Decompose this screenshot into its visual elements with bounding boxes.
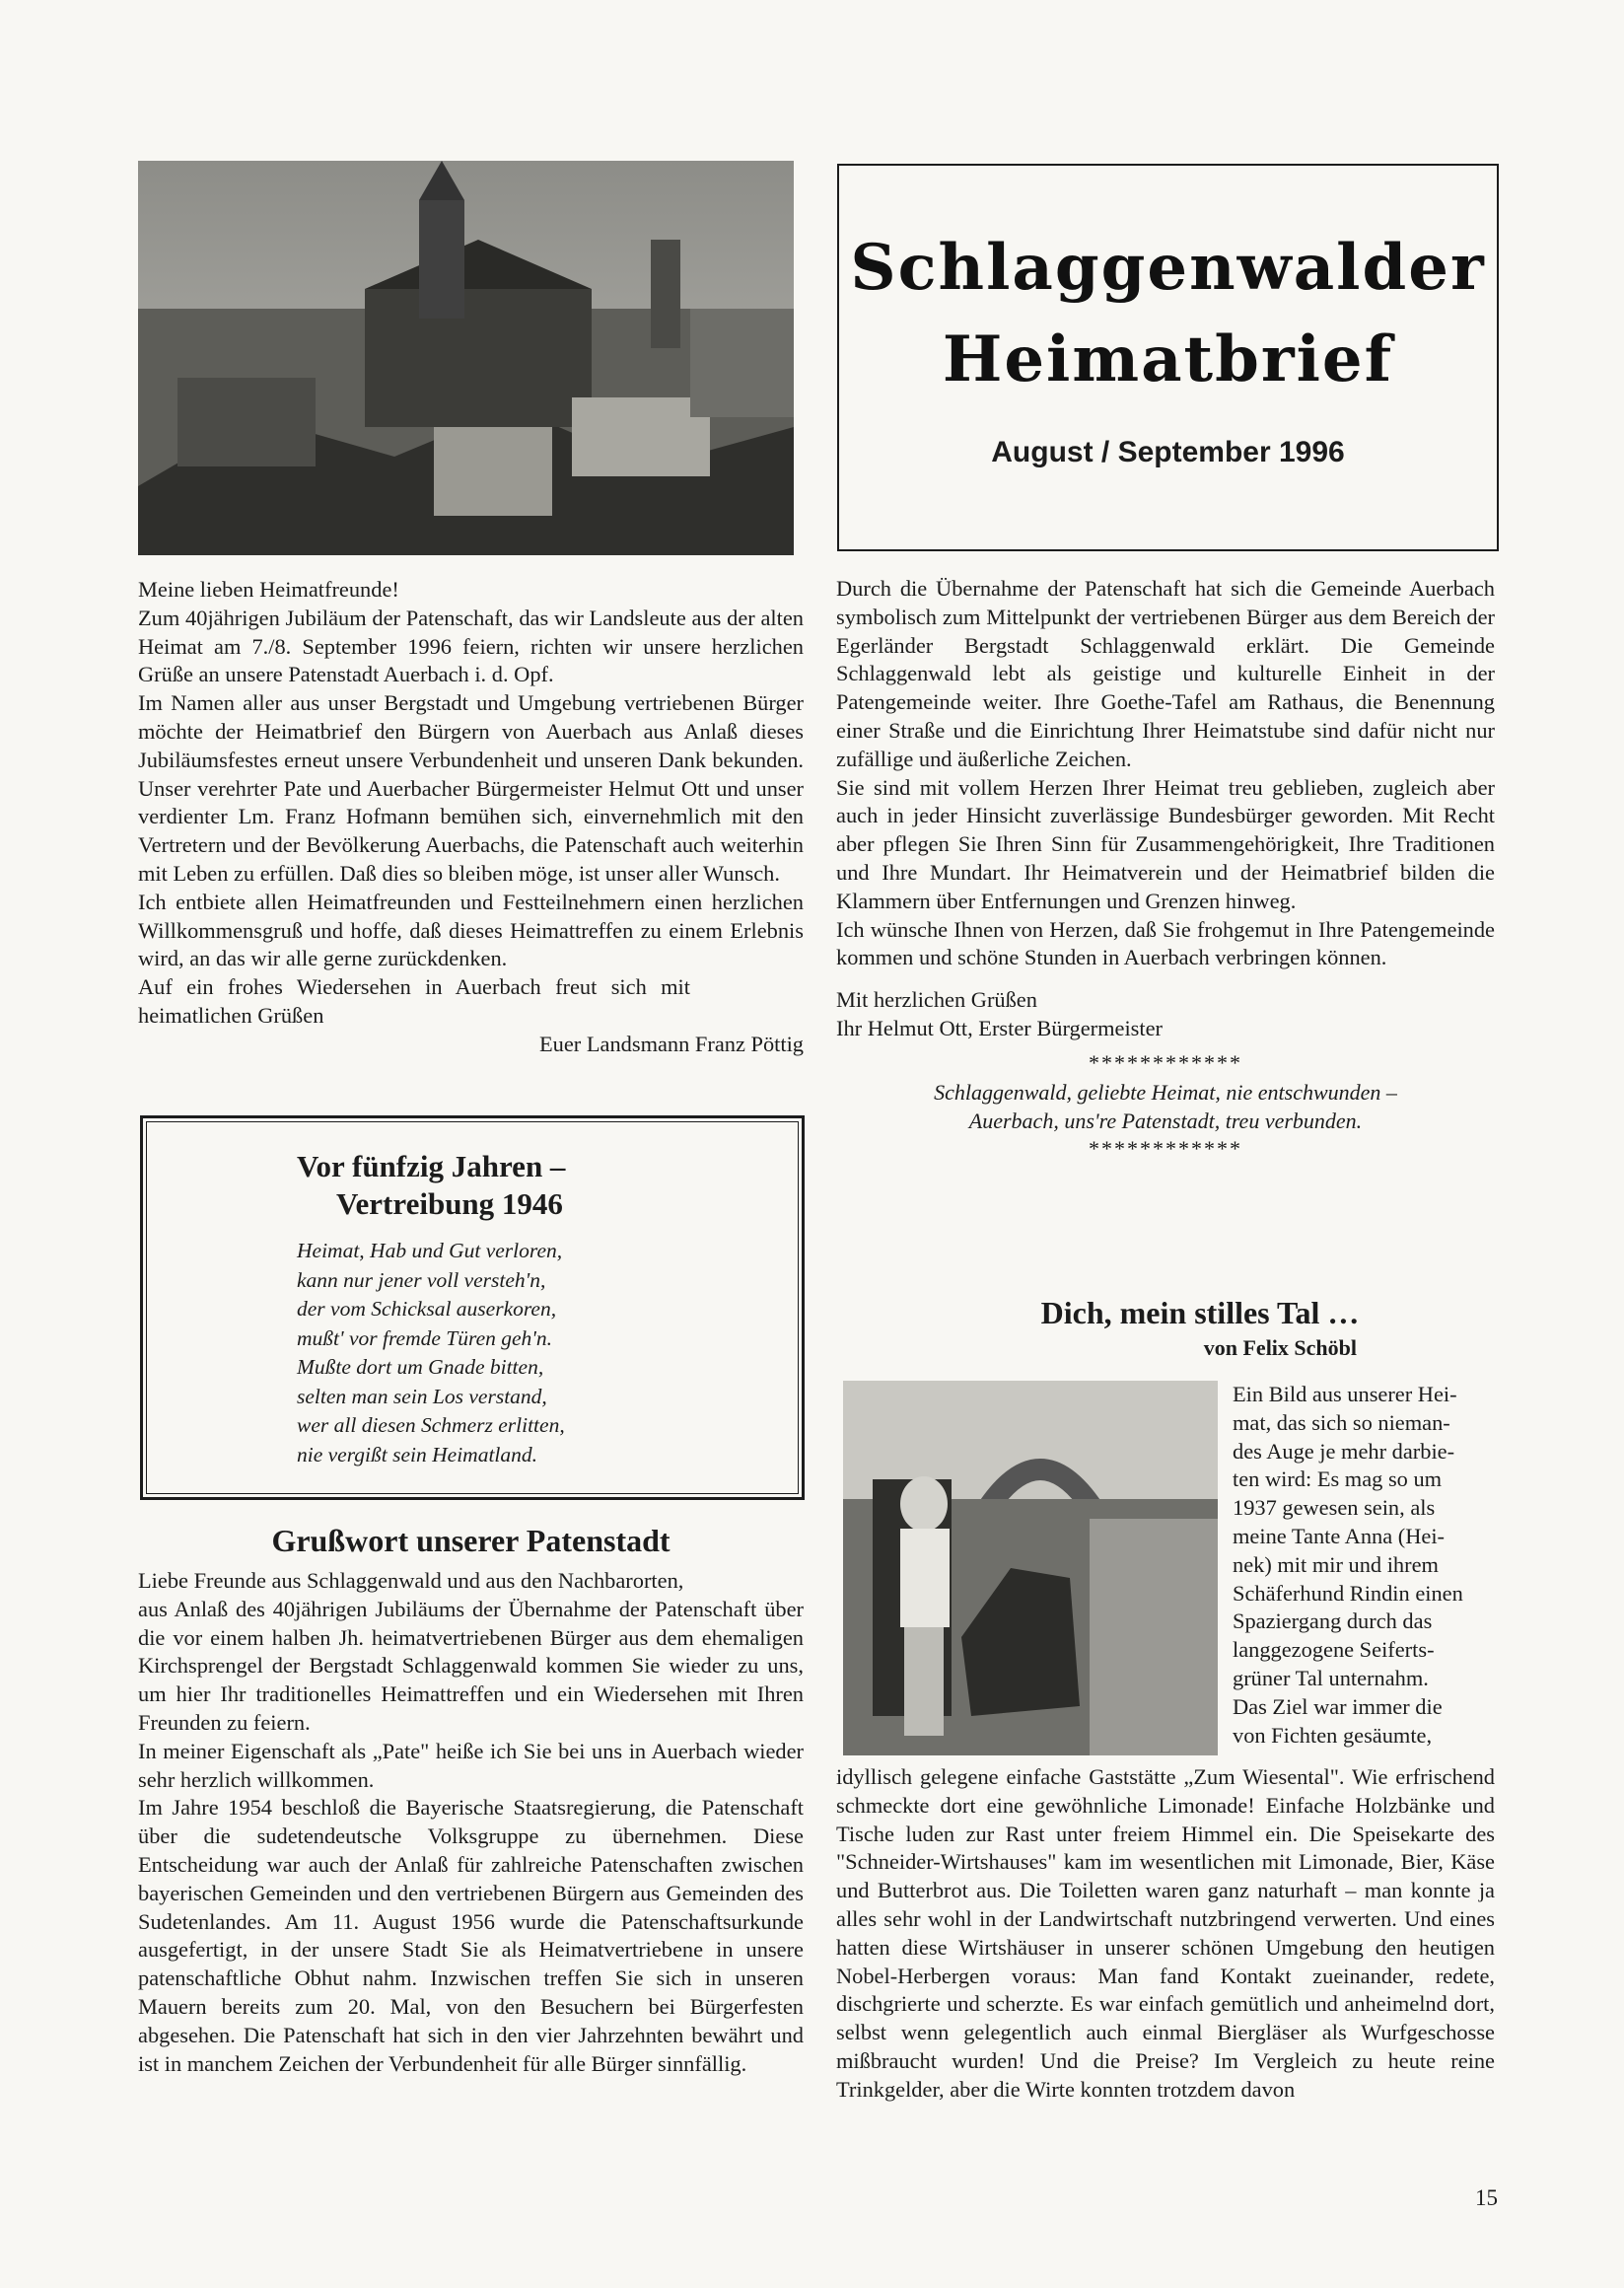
article-paragraph: idyllisch gelegene einfache Gaststätte „Zum Wiesental". Wie erfrischend schmeckte dort eine gewöhnliche Limonade! Einfache Holzbänke und Tische luden zur Rast unter freiem Himmel ein. Die Speisekarte des "Schneider-Wirtshauses" kam im wesentlichen mit Limonade, Bier, Käse und Butterbrot aus. Die Toiletten waren ganz naturhaft – man konnte ja alles sehr wohl in der Landwirtschaft nutzbringend verwerten. Und eines hatten diese Wirtshäuser in unserer schönen Umgebung den heutigen Nobel-Herbergen voraus: Man fand Kontakt zueinander, redete, dischgrierte und scherzte. Es war einfach gemütlich und anheimelnd dort, selbst wenn gelegentlich auch einmal Biergläser als Wurfgeschosse mißbraucht wurden! Und die Preise? Im Vergleich zu heute reine Trinkgelder, aber die Wirte konnten trotzdem davon xyxy=(836,1764,1495,2102)
poem-line: nie vergißt sein Heimatland. xyxy=(297,1442,538,1466)
article-byline: von Felix Schöbl xyxy=(1203,1335,1357,1360)
poem-line: mußt' vor fremde Türen geh'n. xyxy=(297,1325,552,1350)
article-line: des Auge je mehr darbie- xyxy=(1233,1438,1455,1464)
article-line: grüner Tal unternahm. xyxy=(1233,1665,1429,1690)
greeting-signature-row xyxy=(138,1031,804,1059)
grusswort-paragraph: In meiner Eigenschaft als „Pate" heiße ich Sie bei uns in Auerbach wieder sehr herzlich willkommen. xyxy=(138,1738,804,1792)
masthead-title-line1: Schlaggenwalder xyxy=(850,231,1486,305)
article-line: Spaziergang durch das xyxy=(1233,1609,1433,1634)
right-paragraph: Sie sind mit vollem Herzen Ihrer Heimat treu geblieben, zugleich aber auch in jeder Hinsicht zuverlässige Bundesbürger geworden. Mit Recht aber pflegen Sie Ihren Sinn für Zusammengehörigkeit, Ihre Traditionen und Ihre Mundart. Ihr Heimatverein und der Heimatbrief bilden die Klammern über Entfernungen und Grenzen hinweg. xyxy=(836,774,1495,913)
greeting-salutation: Meine lieben Heimatfreunde! xyxy=(138,577,399,602)
poem-line: kann nur jener voll versteh'n, xyxy=(297,1267,546,1292)
motto-line: Schlaggenwald, geliebte Heimat, nie entschwunden – xyxy=(934,1079,1397,1105)
greeting-signature: Euer Landsmann Franz Pöttig xyxy=(538,1031,804,1056)
article-section xyxy=(836,1294,1495,1361)
boy-with-dog-photo xyxy=(843,1381,1218,1755)
right-paragraph: Ich wünsche Ihnen von Herzen, daß Sie frohgemut in Ihre Patengemeinde kommen und schöne Stunden in Auerbach verbringen können. xyxy=(836,916,1495,970)
patenschaft-text xyxy=(836,575,1495,1163)
grusswort-section xyxy=(138,1522,804,2078)
article-line: langgezogene Seiferts- xyxy=(1233,1637,1435,1663)
grusswort-title: Grußwort unserer Patenstadt xyxy=(271,1523,671,1558)
article-line: meine Tante Anna (Hei- xyxy=(1233,1523,1446,1548)
greeting-paragraph: Ich entbiete allen Heimatfreunden und Festteilnehmern einen herzlichen Willkommensgruß und hoffe, daß dieses Heimattreffen zu einem Erlebnis wird, an das wir alle gerne zurückdenken. xyxy=(138,889,804,971)
article-line: Das Ziel war immer die xyxy=(1233,1693,1443,1719)
poem-title-line1: Vor fünfzig Jahren – xyxy=(297,1149,566,1183)
article-line: nek) mit mir und ihrem xyxy=(1233,1551,1439,1577)
issue-date: August / September 1996 xyxy=(991,436,1345,468)
article-wrap-text xyxy=(1233,1381,1495,1750)
grusswort-paragraph: Liebe Freunde aus Schlaggenwald und aus den Nachbarorten, xyxy=(138,1568,684,1593)
masthead-title-line2: Heimatbrief xyxy=(942,322,1394,396)
right-closing: Mit herzlichen Grüßen xyxy=(836,987,1037,1013)
article-line: mat, das sich so nieman- xyxy=(1233,1409,1450,1435)
church-photo xyxy=(138,161,794,555)
poem-title xyxy=(297,1148,768,1223)
masthead-box xyxy=(837,164,1499,551)
grusswort-paragraph: aus Anlaß des 40jährigen Jubiläums der Übernahme der Patenschaft über die vor einem halben Jh. heimatvertriebenen Bürger aus dem ehemaligen Kirchsprengel der Bergstadt Schlaggenwald kommen Sie wieder zu uns, um hier Ihr traditionelles Heimattreffen und ein Wiedersehen mit Ihren Freunden zu feiern. xyxy=(138,1596,804,1735)
right-paragraph: Durch die Übernahme der Patenschaft hat sich die Gemeinde Auerbach symbolisch zum Mittelpunkt der vertriebenen Bürger aus dem Bereich der Egerländer Bergstadt Schlaggenwald erklärt. Die Gemeinde Schlaggenwald lebt als geistige und kulturelle Einheit in der Patengemeinde weiter. Ihre Goethe-Tafel am Rathaus, die Benennung einer Straße und die Einrichtung Ihrer Heimatstube sind dafür nicht nur zufällige und äußerliche Zeichen. xyxy=(836,576,1495,771)
article-line: Schäferhund Rindin einen xyxy=(1233,1580,1463,1606)
article-title: Dich, mein stilles Tal … xyxy=(1040,1295,1360,1330)
article-line: Ein Bild aus unserer Hei- xyxy=(1233,1382,1457,1406)
poem-line: Mußte dort um Gnade bitten, xyxy=(297,1355,544,1379)
greeting-paragraph: Zum 40jährigen Jubiläum der Patenschaft, das wir Landsleute aus der alten Heimat am 7./8. September 1996 feiern, richten wir unsere herzlichen Grüße an unsere Patenstadt Auerbach i. d. Opf. xyxy=(138,605,804,687)
motto-line: Auerbach, uns're Patenstadt, treu verbunden. xyxy=(968,1108,1363,1133)
poem-title-line2: Vertreibung 1946 xyxy=(336,1186,563,1221)
poem-line: Heimat, Hab und Gut verloren, xyxy=(297,1239,563,1262)
separator-stars: ************ xyxy=(1089,1049,1242,1075)
article-line: ten wird: Es mag so um xyxy=(1233,1466,1443,1492)
article-continuation xyxy=(836,1763,1495,2105)
poem-line: der vom Schicksal auserkoren, xyxy=(297,1297,557,1321)
page-number: 15 xyxy=(1475,2185,1498,2210)
greeting-closing xyxy=(138,973,804,1031)
greeting-paragraph: Im Namen aller aus unser Bergstadt und Umgebung vertriebenen Bürger möchte der Heimatbrief den Bürgern von Auerbach aus Anlaß dieses Jubiläumsfestes erneut unsere Verbundenheit und unseren Dank bekunden. Unser verehrter Pate und Auerbacher Bürgermeister Helmut Ott und unser verdienter Lm. Franz Hofmann bemühen sich, einvernehmlich mit den Vertretern und der Bevölkerung Auerbachs, die Patenschaft auch weiterhin mit Leben zu erfüllen. Daß dies so bleiben möge, ist unser aller Wunsch. xyxy=(138,690,804,886)
poem-line: selten man sein Los verstand, xyxy=(297,1384,547,1408)
greeting-letter xyxy=(138,576,804,1059)
grusswort-paragraph: Im Jahre 1954 beschloß die Bayerische Staatsregierung, die Patenschaft über die sudetendeutsche Volksgruppe zu übernehmen. Diese Entscheidung war auch der Anlaß für zahlreiche Patenschaften zwischen bayerischen Gemeinden und den vertriebenen Bürgern aus Gemeinden des Sudetenlandes. Am 11. August 1956 wurde die Patenschaftsurkunde ausgefertigt, in der unsere Stadt Sie als Heimatvertriebene in unsere patenschaftliche Obhut nahm. Inzwischen treffen Sie sich in unseren Mauern bereits zum 20. Mal, von den Besuchern bei Bürgerfesten abgesehen. Die Patenschaft hat sich in den vier Jahrzehnten bewährt und ist in manchem Zeichen der Verbundenheit für alle Bürger sinnfällig. xyxy=(138,1795,804,2076)
poem-line: wer all diesen Schmerz erlitten, xyxy=(297,1413,565,1437)
greeting-paragraph: Auf ein frohes Wiedersehen in Auerbach freut sich mit heimatlichen Grüßen xyxy=(138,974,690,1028)
poem-verses xyxy=(297,1237,768,1469)
poem-box xyxy=(140,1115,805,1500)
right-signature: Ihr Helmut Ott, Erster Bürgermeister xyxy=(836,1015,1164,1040)
article-line: von Fichten gesäumte, xyxy=(1233,1722,1433,1748)
article-line: 1937 gewesen sein, als xyxy=(1233,1495,1436,1521)
separator-stars: ************ xyxy=(1089,1135,1242,1161)
